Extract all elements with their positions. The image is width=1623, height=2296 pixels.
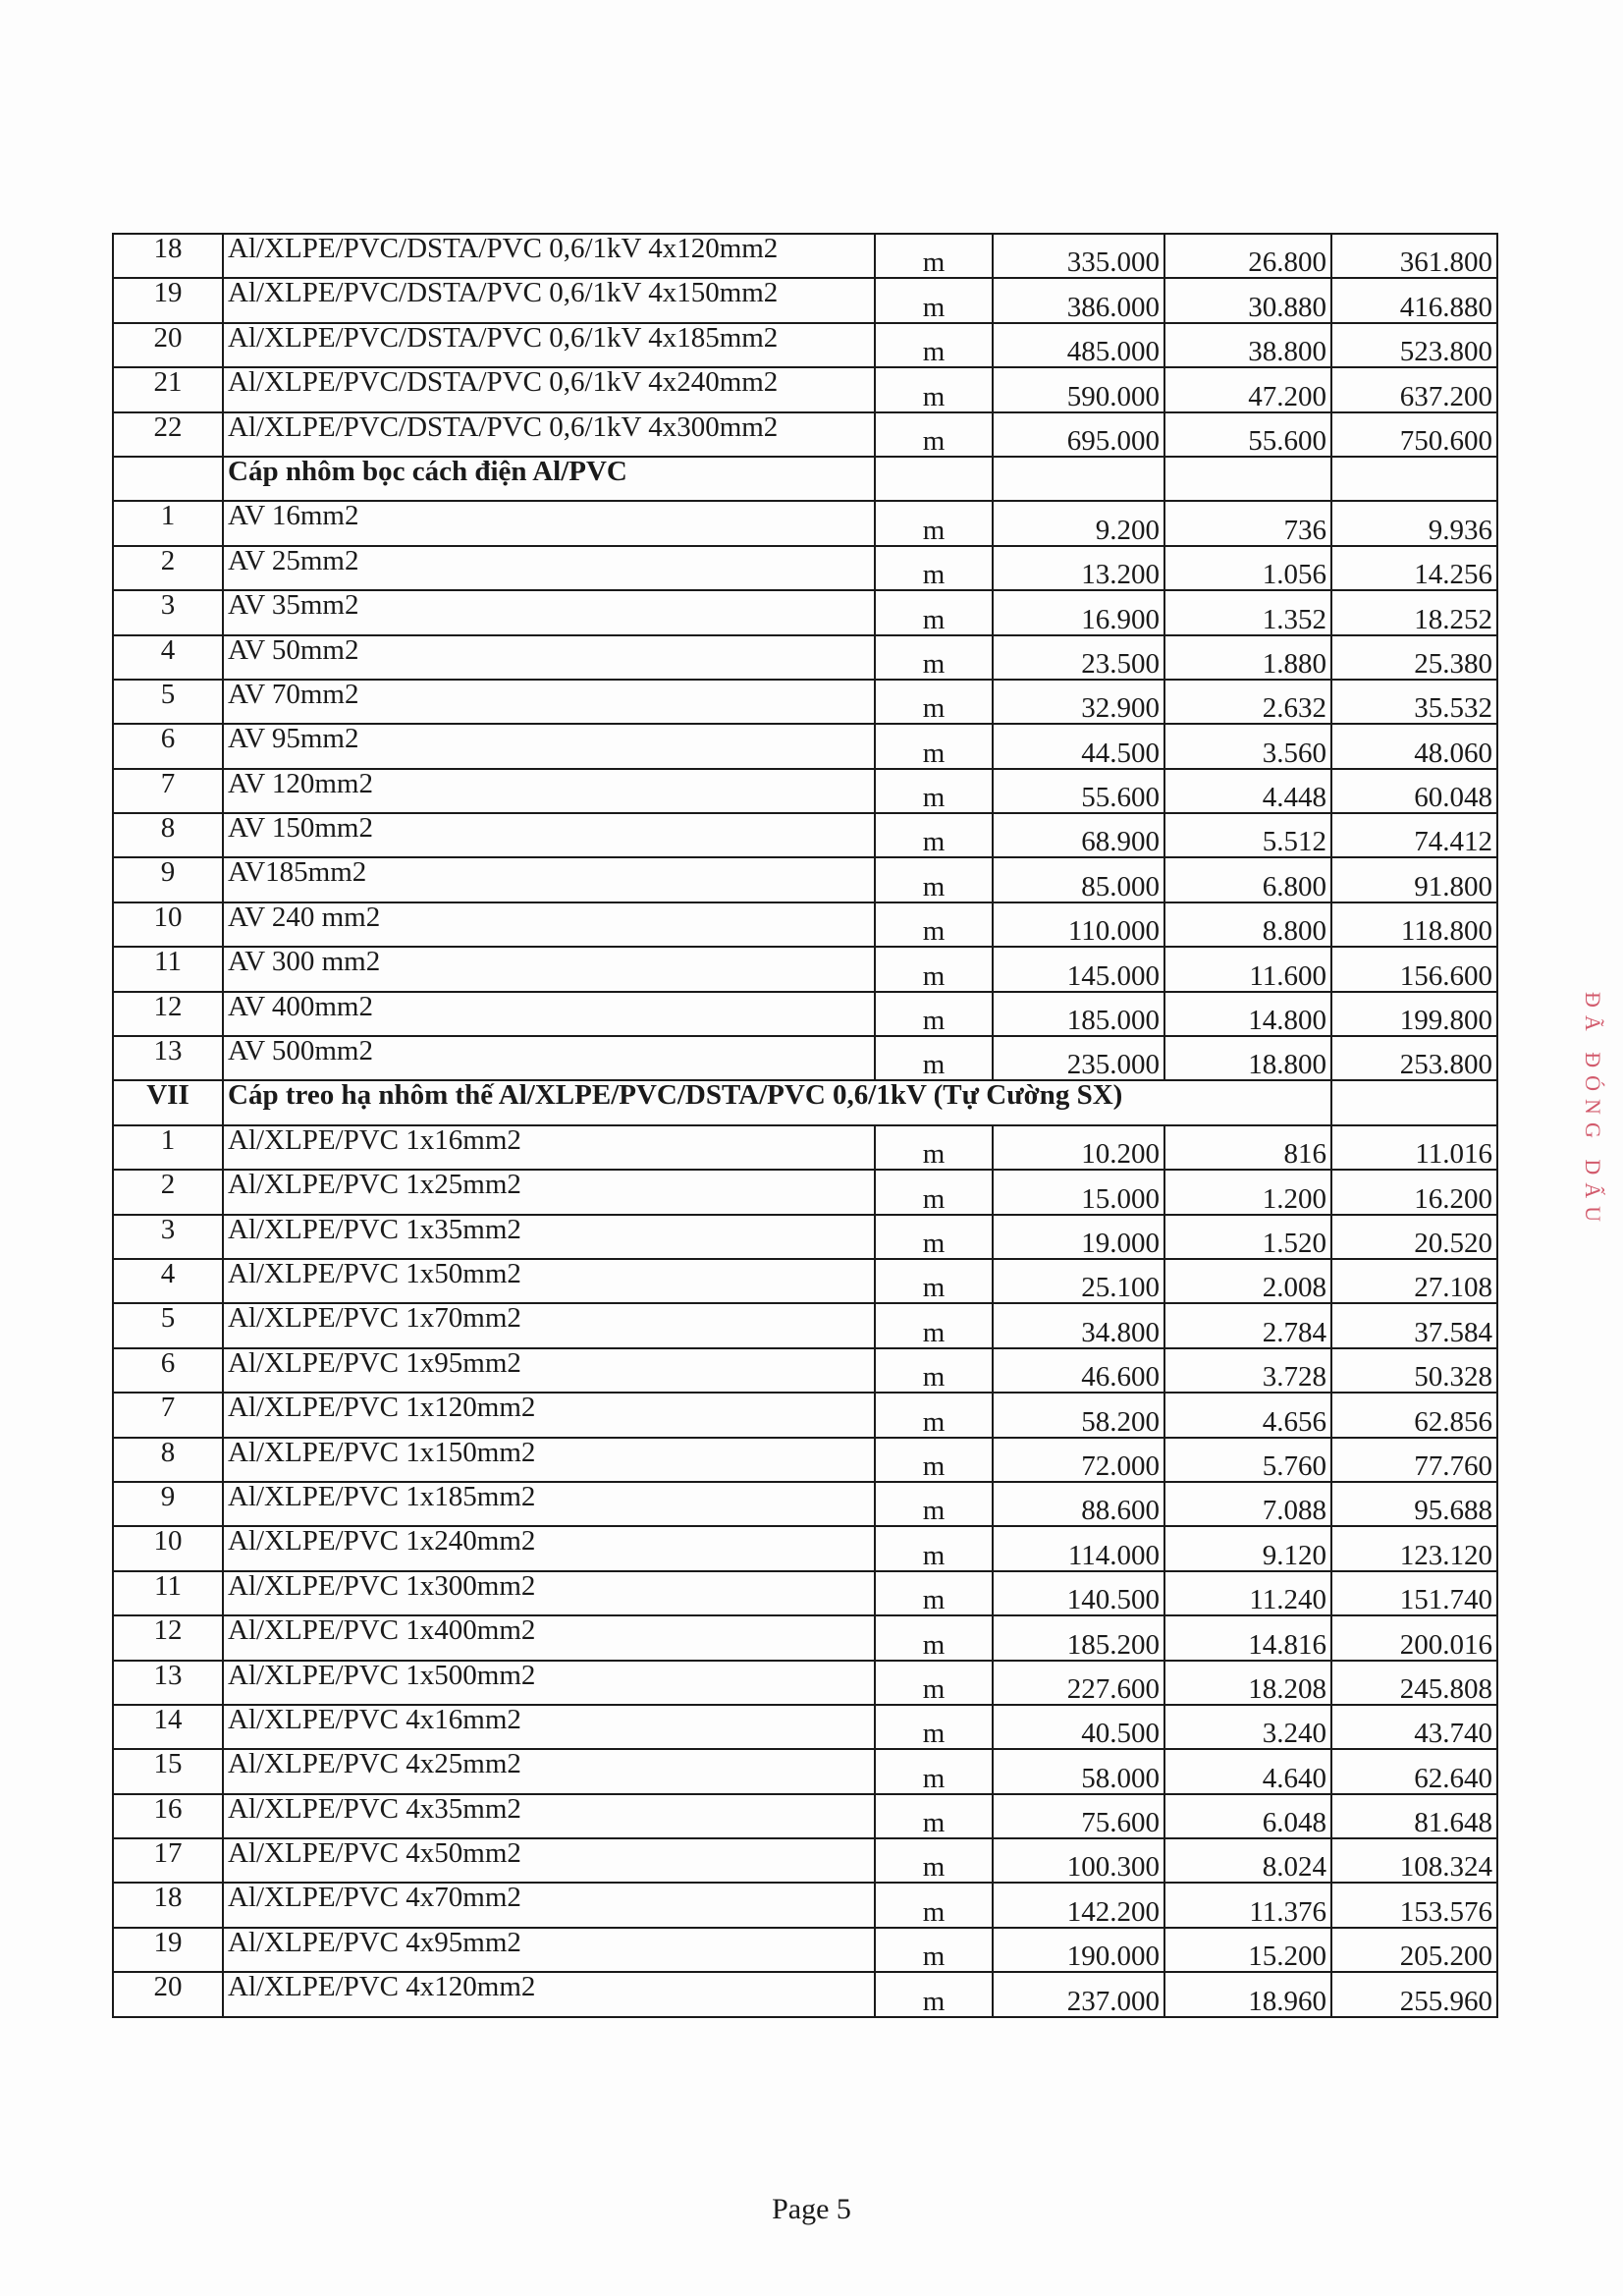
price-table (112, 233, 1498, 2018)
unit: m (875, 1482, 993, 1526)
vat-amount: 2.008 (1164, 1259, 1331, 1303)
total-price: 74.412 (1331, 813, 1497, 857)
empty-cell (1331, 1080, 1497, 1124)
unit-price: 75.600 (993, 1794, 1164, 1838)
table-row (113, 1838, 1497, 1883)
total-price: 77.760 (1331, 1438, 1497, 1482)
total-price: 200.016 (1331, 1615, 1497, 1660)
product-name: Al/XLPE/PVC 4x95mm2 (223, 1928, 875, 1972)
unit: m (875, 1215, 993, 1259)
total-price: 361.800 (1331, 234, 1497, 278)
table-row (113, 1036, 1497, 1080)
row-number: 13 (113, 1661, 223, 1705)
table-row (113, 590, 1497, 634)
table-row (113, 1705, 1497, 1749)
unit-price: 185.200 (993, 1615, 1164, 1660)
total-price: 27.108 (1331, 1259, 1497, 1303)
total-price: 151.740 (1331, 1571, 1497, 1615)
row-number: 2 (113, 1170, 223, 1214)
total-price: 199.800 (1331, 992, 1497, 1036)
vat-amount: 1.880 (1164, 635, 1331, 680)
unit: m (875, 234, 993, 278)
unit-price: 110.000 (993, 902, 1164, 947)
row-number: 19 (113, 278, 223, 322)
unit: m (875, 680, 993, 724)
vat-amount: 26.800 (1164, 234, 1331, 278)
table-row (113, 1928, 1497, 1972)
unit: m (875, 1615, 993, 1660)
unit: m (875, 367, 993, 411)
row-number: 10 (113, 1526, 223, 1570)
unit-price: 85.000 (993, 857, 1164, 902)
row-number: 11 (113, 947, 223, 991)
vat-amount: 18.208 (1164, 1661, 1331, 1705)
vat-amount: 9.120 (1164, 1526, 1331, 1570)
row-number: 4 (113, 635, 223, 680)
empty-cell (993, 457, 1164, 501)
total-price: 245.808 (1331, 1661, 1497, 1705)
unit: m (875, 769, 993, 813)
table-row (113, 412, 1497, 457)
table-row (113, 1883, 1497, 1927)
product-name: Al/XLPE/PVC 1x400mm2 (223, 1615, 875, 1660)
unit-price: 13.200 (993, 546, 1164, 590)
row-number: 9 (113, 1482, 223, 1526)
unit: m (875, 1749, 993, 1793)
unit: m (875, 1571, 993, 1615)
unit: m (875, 992, 993, 1036)
table-row (113, 1794, 1497, 1838)
product-name: AV 25mm2 (223, 546, 875, 590)
unit-price: 9.200 (993, 501, 1164, 545)
unit-price: 72.000 (993, 1438, 1164, 1482)
vat-amount: 18.960 (1164, 1972, 1331, 2016)
row-number: 15 (113, 1749, 223, 1793)
product-name: AV 400mm2 (223, 992, 875, 1036)
row-number: 20 (113, 323, 223, 367)
total-price: 153.576 (1331, 1883, 1497, 1927)
row-number: 1 (113, 501, 223, 545)
unit-price: 68.900 (993, 813, 1164, 857)
total-price: 205.200 (1331, 1928, 1497, 1972)
product-name: Al/XLPE/PVC 1x150mm2 (223, 1438, 875, 1482)
table-row (113, 1972, 1497, 2016)
total-price: 91.800 (1331, 857, 1497, 902)
table-row (113, 546, 1497, 590)
unit-price: 485.000 (993, 323, 1164, 367)
section-header-row (113, 457, 1497, 501)
table-row (113, 1215, 1497, 1259)
product-name: Al/XLPE/PVC/DSTA/PVC 0,6/1kV 4x120mm2 (223, 234, 875, 278)
product-name: Al/XLPE/PVC 1x70mm2 (223, 1303, 875, 1347)
product-name: AV 500mm2 (223, 1036, 875, 1080)
unit: m (875, 278, 993, 322)
product-name: Al/XLPE/PVC/DSTA/PVC 0,6/1kV 4x185mm2 (223, 323, 875, 367)
product-name: AV 70mm2 (223, 680, 875, 724)
vat-amount: 736 (1164, 501, 1331, 545)
row-number: 9 (113, 857, 223, 902)
unit-price: 44.500 (993, 724, 1164, 768)
row-number: 12 (113, 992, 223, 1036)
unit-price: 145.000 (993, 947, 1164, 991)
row-number: 17 (113, 1838, 223, 1883)
vat-amount: 15.200 (1164, 1928, 1331, 1972)
unit-price: 34.800 (993, 1303, 1164, 1347)
row-number: 14 (113, 1705, 223, 1749)
product-name: Al/XLPE/PVC/DSTA/PVC 0,6/1kV 4x150mm2 (223, 278, 875, 322)
product-name: Al/XLPE/PVC 4x120mm2 (223, 1972, 875, 2016)
total-price: 37.584 (1331, 1303, 1497, 1347)
table-row (113, 1661, 1497, 1705)
unit: m (875, 1259, 993, 1303)
row-number: 18 (113, 234, 223, 278)
table-row (113, 234, 1497, 278)
unit: m (875, 1661, 993, 1705)
product-name: Al/XLPE/PVC 1x500mm2 (223, 1661, 875, 1705)
table-row (113, 1482, 1497, 1526)
vat-amount: 18.800 (1164, 1036, 1331, 1080)
product-name: Al/XLPE/PVC 1x185mm2 (223, 1482, 875, 1526)
vat-amount: 7.088 (1164, 1482, 1331, 1526)
product-name: AV 16mm2 (223, 501, 875, 545)
total-price: 118.800 (1331, 902, 1497, 947)
unit: m (875, 1526, 993, 1570)
row-number: 4 (113, 1259, 223, 1303)
product-name: Al/XLPE/PVC/DSTA/PVC 0,6/1kV 4x300mm2 (223, 412, 875, 457)
unit: m (875, 1972, 993, 2016)
empty-cell (875, 457, 993, 501)
row-number: 8 (113, 813, 223, 857)
vat-amount: 4.448 (1164, 769, 1331, 813)
product-name: Al/XLPE/PVC 1x25mm2 (223, 1170, 875, 1214)
table-row (113, 947, 1497, 991)
unit-price: 32.900 (993, 680, 1164, 724)
total-price: 20.520 (1331, 1215, 1497, 1259)
product-name: Al/XLPE/PVC 4x25mm2 (223, 1749, 875, 1793)
vat-amount: 14.816 (1164, 1615, 1331, 1660)
vat-amount: 38.800 (1164, 323, 1331, 367)
total-price: 62.640 (1331, 1749, 1497, 1793)
stamp-fragment: ĐÃ ĐÓNG DẤU (1581, 992, 1605, 1230)
table-row (113, 323, 1497, 367)
unit-price: 55.600 (993, 769, 1164, 813)
row-number: 2 (113, 546, 223, 590)
vat-amount: 1.520 (1164, 1215, 1331, 1259)
table-row (113, 1615, 1497, 1660)
unit-price: 58.200 (993, 1393, 1164, 1437)
section-header-row (113, 1080, 1497, 1124)
total-price: 255.960 (1331, 1972, 1497, 2016)
table-row (113, 635, 1497, 680)
unit: m (875, 501, 993, 545)
unit: m (875, 323, 993, 367)
table-row (113, 1526, 1497, 1570)
vat-amount: 8.800 (1164, 902, 1331, 947)
unit: m (875, 1705, 993, 1749)
vat-amount: 47.200 (1164, 367, 1331, 411)
unit: m (875, 724, 993, 768)
unit: m (875, 1883, 993, 1927)
total-price: 523.800 (1331, 323, 1497, 367)
row-number: 7 (113, 1393, 223, 1437)
unit: m (875, 546, 993, 590)
table-row (113, 367, 1497, 411)
row-number: 3 (113, 1215, 223, 1259)
table-row (113, 1393, 1497, 1437)
total-price: 18.252 (1331, 590, 1497, 634)
page-number: Page 5 (772, 2193, 851, 2225)
unit: m (875, 412, 993, 457)
product-name: Al/XLPE/PVC 1x95mm2 (223, 1348, 875, 1393)
table-row (113, 278, 1497, 322)
total-price: 156.600 (1331, 947, 1497, 991)
total-price: 81.648 (1331, 1794, 1497, 1838)
vat-amount: 55.600 (1164, 412, 1331, 457)
vat-amount: 816 (1164, 1125, 1331, 1170)
total-price: 253.800 (1331, 1036, 1497, 1080)
product-name: Al/XLPE/PVC 1x240mm2 (223, 1526, 875, 1570)
unit-price: 386.000 (993, 278, 1164, 322)
total-price: 48.060 (1331, 724, 1497, 768)
table-row (113, 501, 1497, 545)
table-row (113, 1438, 1497, 1482)
product-name: Al/XLPE/PVC 4x50mm2 (223, 1838, 875, 1883)
unit-price: 88.600 (993, 1482, 1164, 1526)
table-row (113, 813, 1497, 857)
table-row (113, 1749, 1497, 1793)
vat-amount: 6.048 (1164, 1794, 1331, 1838)
row-number: 13 (113, 1036, 223, 1080)
section-title: Cáp nhôm bọc cách điện Al/PVC (223, 457, 875, 501)
table-row (113, 1125, 1497, 1170)
product-name: AV 120mm2 (223, 769, 875, 813)
total-price: 750.600 (1331, 412, 1497, 457)
row-number: 19 (113, 1928, 223, 1972)
product-name: Al/XLPE/PVC/DSTA/PVC 0,6/1kV 4x240mm2 (223, 367, 875, 411)
product-name: Al/XLPE/PVC 4x16mm2 (223, 1705, 875, 1749)
total-price: 637.200 (1331, 367, 1497, 411)
row-number: 21 (113, 367, 223, 411)
unit-price: 140.500 (993, 1571, 1164, 1615)
vat-amount: 11.376 (1164, 1883, 1331, 1927)
unit-price: 185.000 (993, 992, 1164, 1036)
total-price: 60.048 (1331, 769, 1497, 813)
vat-amount: 3.560 (1164, 724, 1331, 768)
unit-price: 190.000 (993, 1928, 1164, 1972)
empty-cell (1164, 457, 1331, 501)
unit: m (875, 1393, 993, 1437)
unit-price: 590.000 (993, 367, 1164, 411)
unit: m (875, 1125, 993, 1170)
unit-price: 227.600 (993, 1661, 1164, 1705)
unit: m (875, 1838, 993, 1883)
total-price: 25.380 (1331, 635, 1497, 680)
vat-amount: 5.512 (1164, 813, 1331, 857)
vat-amount: 4.640 (1164, 1749, 1331, 1793)
total-price: 9.936 (1331, 501, 1497, 545)
unit-price: 100.300 (993, 1838, 1164, 1883)
product-name: Al/XLPE/PVC 1x120mm2 (223, 1393, 875, 1437)
vat-amount: 30.880 (1164, 278, 1331, 322)
unit: m (875, 857, 993, 902)
total-price: 62.856 (1331, 1393, 1497, 1437)
unit-price: 335.000 (993, 234, 1164, 278)
vat-amount: 2.632 (1164, 680, 1331, 724)
unit-price: 142.200 (993, 1883, 1164, 1927)
total-price: 43.740 (1331, 1705, 1497, 1749)
product-name: AV 150mm2 (223, 813, 875, 857)
row-number: 12 (113, 1615, 223, 1660)
table-row (113, 1259, 1497, 1303)
table-row (113, 769, 1497, 813)
unit: m (875, 1036, 993, 1080)
row-number: 16 (113, 1794, 223, 1838)
vat-amount: 3.728 (1164, 1348, 1331, 1393)
total-price: 35.532 (1331, 680, 1497, 724)
total-price: 11.016 (1331, 1125, 1497, 1170)
unit: m (875, 1170, 993, 1214)
product-name: AV 50mm2 (223, 635, 875, 680)
unit: m (875, 590, 993, 634)
row-number: 18 (113, 1883, 223, 1927)
unit-price: 237.000 (993, 1972, 1164, 2016)
product-name: Al/XLPE/PVC 4x70mm2 (223, 1883, 875, 1927)
product-name: AV 35mm2 (223, 590, 875, 634)
total-price: 123.120 (1331, 1526, 1497, 1570)
product-name: Al/XLPE/PVC 1x300mm2 (223, 1571, 875, 1615)
vat-amount: 4.656 (1164, 1393, 1331, 1437)
product-name: AV185mm2 (223, 857, 875, 902)
row-number: 11 (113, 1571, 223, 1615)
row-number: 5 (113, 1303, 223, 1347)
unit: m (875, 1928, 993, 1972)
vat-amount: 6.800 (1164, 857, 1331, 902)
table-row (113, 1571, 1497, 1615)
row-number: 7 (113, 769, 223, 813)
unit-price: 25.100 (993, 1259, 1164, 1303)
vat-amount: 8.024 (1164, 1838, 1331, 1883)
unit: m (875, 1348, 993, 1393)
product-name: Al/XLPE/PVC 1x16mm2 (223, 1125, 875, 1170)
vat-amount: 11.600 (1164, 947, 1331, 991)
unit: m (875, 1438, 993, 1482)
unit-price: 114.000 (993, 1526, 1164, 1570)
unit: m (875, 1794, 993, 1838)
unit-price: 15.000 (993, 1170, 1164, 1214)
table-row (113, 992, 1497, 1036)
total-price: 16.200 (1331, 1170, 1497, 1214)
price-table-body (113, 234, 1497, 2017)
total-price: 95.688 (1331, 1482, 1497, 1526)
table-row (113, 902, 1497, 947)
table-row (113, 1348, 1497, 1393)
table-row (113, 857, 1497, 902)
vat-amount: 14.800 (1164, 992, 1331, 1036)
vat-amount: 1.056 (1164, 546, 1331, 590)
total-price: 108.324 (1331, 1838, 1497, 1883)
vat-amount: 5.760 (1164, 1438, 1331, 1482)
vat-amount: 1.200 (1164, 1170, 1331, 1214)
unit: m (875, 813, 993, 857)
row-number: 8 (113, 1438, 223, 1482)
vat-amount: 11.240 (1164, 1571, 1331, 1615)
row-number: 10 (113, 902, 223, 947)
table-row (113, 680, 1497, 724)
row-number: 5 (113, 680, 223, 724)
total-price: 50.328 (1331, 1348, 1497, 1393)
table-row (113, 1170, 1497, 1214)
unit: m (875, 635, 993, 680)
product-name: AV 240 mm2 (223, 902, 875, 947)
section-number: VII (113, 1080, 223, 1124)
total-price: 416.880 (1331, 278, 1497, 322)
unit: m (875, 1303, 993, 1347)
empty-cell (1331, 457, 1497, 501)
total-price: 14.256 (1331, 546, 1497, 590)
unit-price: 16.900 (993, 590, 1164, 634)
unit-price: 46.600 (993, 1348, 1164, 1393)
unit-price: 695.000 (993, 412, 1164, 457)
unit: m (875, 947, 993, 991)
section-title: Cáp treo hạ nhôm thế Al/XLPE/PVC/DSTA/PVC 0,6/1kV (Tự Cường SX) (223, 1080, 1331, 1124)
unit: m (875, 902, 993, 947)
product-name: AV 300 mm2 (223, 947, 875, 991)
product-name: Al/XLPE/PVC 1x50mm2 (223, 1259, 875, 1303)
table-row (113, 1303, 1497, 1347)
vat-amount: 2.784 (1164, 1303, 1331, 1347)
unit-price: 58.000 (993, 1749, 1164, 1793)
table-row (113, 724, 1497, 768)
row-number: 20 (113, 1972, 223, 2016)
product-name: Al/XLPE/PVC 4x35mm2 (223, 1794, 875, 1838)
row-number: 3 (113, 590, 223, 634)
unit-price: 40.500 (993, 1705, 1164, 1749)
unit-price: 10.200 (993, 1125, 1164, 1170)
unit-price: 235.000 (993, 1036, 1164, 1080)
unit-price: 23.500 (993, 635, 1164, 680)
row-number: 6 (113, 1348, 223, 1393)
product-name: AV 95mm2 (223, 724, 875, 768)
row-number: 6 (113, 724, 223, 768)
row-number: 22 (113, 412, 223, 457)
section-number (113, 457, 223, 501)
vat-amount: 3.240 (1164, 1705, 1331, 1749)
product-name: Al/XLPE/PVC 1x35mm2 (223, 1215, 875, 1259)
vat-amount: 1.352 (1164, 590, 1331, 634)
unit-price: 19.000 (993, 1215, 1164, 1259)
row-number: 1 (113, 1125, 223, 1170)
